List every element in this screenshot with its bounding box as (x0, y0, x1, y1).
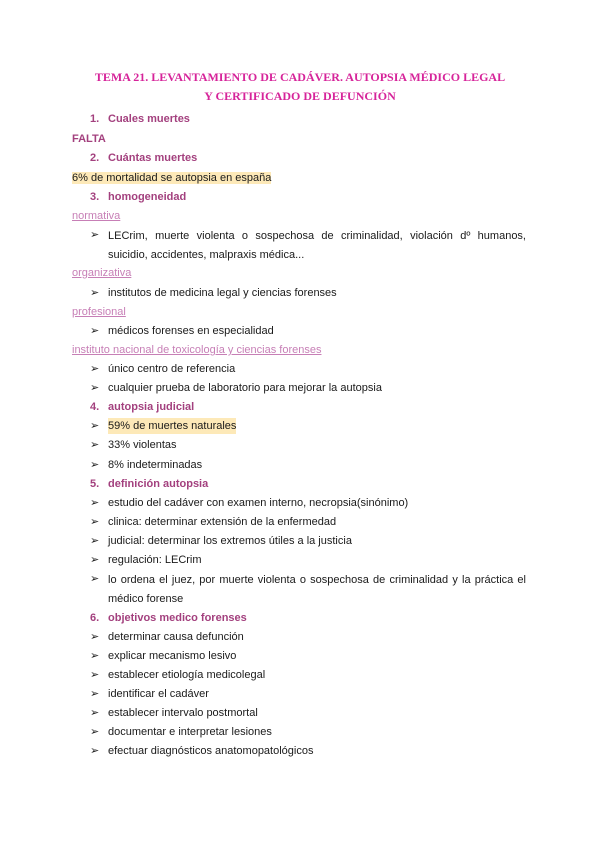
mortalidad-text (72, 170, 271, 186)
arrowhead-bullet-icon: ➢ (90, 439, 100, 451)
list-item-text: establecer intervalo postmortal (108, 707, 258, 719)
normativa-subheading: normativa (72, 210, 121, 222)
arrowhead-bullet-icon: ➢ (90, 535, 100, 547)
mortalidad-highlight: 6% de mortalidad se autopsia en españa (72, 172, 272, 184)
list-item-text: judicial: determinar los extremos útiles a la justicia (108, 535, 352, 547)
arrowhead-bullet-icon: ➢ (90, 745, 100, 757)
section-number: 3. (90, 191, 100, 203)
arrowhead-bullet-icon: ➢ (90, 325, 100, 337)
list-item-text: 8% indeterminadas (108, 459, 203, 471)
list-item-text: estudio del cadáver con examen interno, necropsia(sinónimo) (108, 497, 409, 509)
list-item-text: 59% de muertes naturales (108, 420, 237, 432)
arrowhead-bullet-icon: ➢ (90, 554, 100, 566)
title-line-2: Y CERTIFICADO DE DEFUNCIÓN (204, 89, 396, 103)
section-number: 4. (90, 401, 100, 413)
arrowhead-bullet-icon: ➢ (90, 707, 100, 719)
arrowhead-bullet-icon: ➢ (90, 573, 100, 585)
list-item-text: 33% violentas (108, 439, 177, 451)
arrowhead-bullet-icon: ➢ (90, 382, 100, 394)
section-number: 1. (90, 113, 100, 125)
arrowhead-bullet-icon: ➢ (90, 650, 100, 662)
section-number: 6. (90, 612, 100, 624)
section-label: objetivos medico forenses (108, 612, 247, 624)
list-item-text: establecer etiología medicolegal (108, 669, 266, 681)
profesional-subheading: profesional (72, 306, 126, 318)
section-label: autopsia judicial (108, 401, 195, 413)
arrowhead-bullet-icon: ➢ (90, 726, 100, 738)
title-line-1: TEMA 21. LEVANTAMIENTO DE CADÁVER. AUTOPSIA MÉDICO LEGAL (94, 70, 506, 84)
arrowhead-bullet-icon: ➢ (90, 669, 100, 681)
arrowhead-bullet-icon: ➢ (90, 516, 100, 528)
list-item-text: médicos forenses en especialidad (108, 325, 274, 337)
arrowhead-bullet-icon: ➢ (90, 287, 100, 299)
list-item-text: único centro de referencia (108, 363, 236, 375)
list-item-text: cualquier prueba de laboratorio para mejorar la autopsia (108, 382, 382, 394)
list-item-text: LECrim, muerte violenta o sospechosa de criminalidad, violación dº humanos, suicidio, accidentes, malpraxis médica... (108, 230, 526, 261)
list-item-text: lo ordena el juez, por muerte violenta o sospechosa de criminalidad y la práctica el médico forense (108, 574, 526, 605)
section-label: Cuántas muertes (108, 152, 198, 164)
list-item-text: regulación: LECrim (108, 554, 202, 566)
section-number: 5. (90, 478, 100, 490)
organizativa-subheading: organizativa (72, 267, 132, 279)
section-number: 2. (90, 152, 100, 164)
arrowhead-bullet-icon: ➢ (90, 420, 100, 432)
list-item-text: identificar el cadáver (108, 688, 209, 700)
section-label: homogeneidad (108, 191, 187, 203)
list-item-text: documentar e interpretar lesiones (108, 726, 272, 738)
list-item-text: efectuar diagnósticos anatomopatológicos (108, 745, 314, 757)
arrowhead-bullet-icon: ➢ (90, 229, 100, 241)
falta-label: FALTA (72, 133, 106, 145)
arrowhead-bullet-icon: ➢ (90, 459, 100, 471)
document-title (60, 68, 540, 106)
arrowhead-bullet-icon: ➢ (90, 688, 100, 700)
list-item-text: institutos de medicina legal y ciencias forenses (108, 287, 337, 299)
instituto-subheading: instituto nacional de toxicología y ciencias forenses (72, 344, 322, 356)
section-label: Cuales muertes (108, 113, 190, 125)
section-label: definición autopsia (108, 478, 209, 490)
arrowhead-bullet-icon: ➢ (90, 497, 100, 509)
arrowhead-bullet-icon: ➢ (90, 631, 100, 643)
list-item-text: determinar causa defunción (108, 631, 244, 643)
list-item-text: clinica: determinar extensión de la enfermedad (108, 516, 337, 528)
arrowhead-bullet-icon: ➢ (90, 363, 100, 375)
list-item-text: explicar mecanismo lesivo (108, 650, 237, 662)
